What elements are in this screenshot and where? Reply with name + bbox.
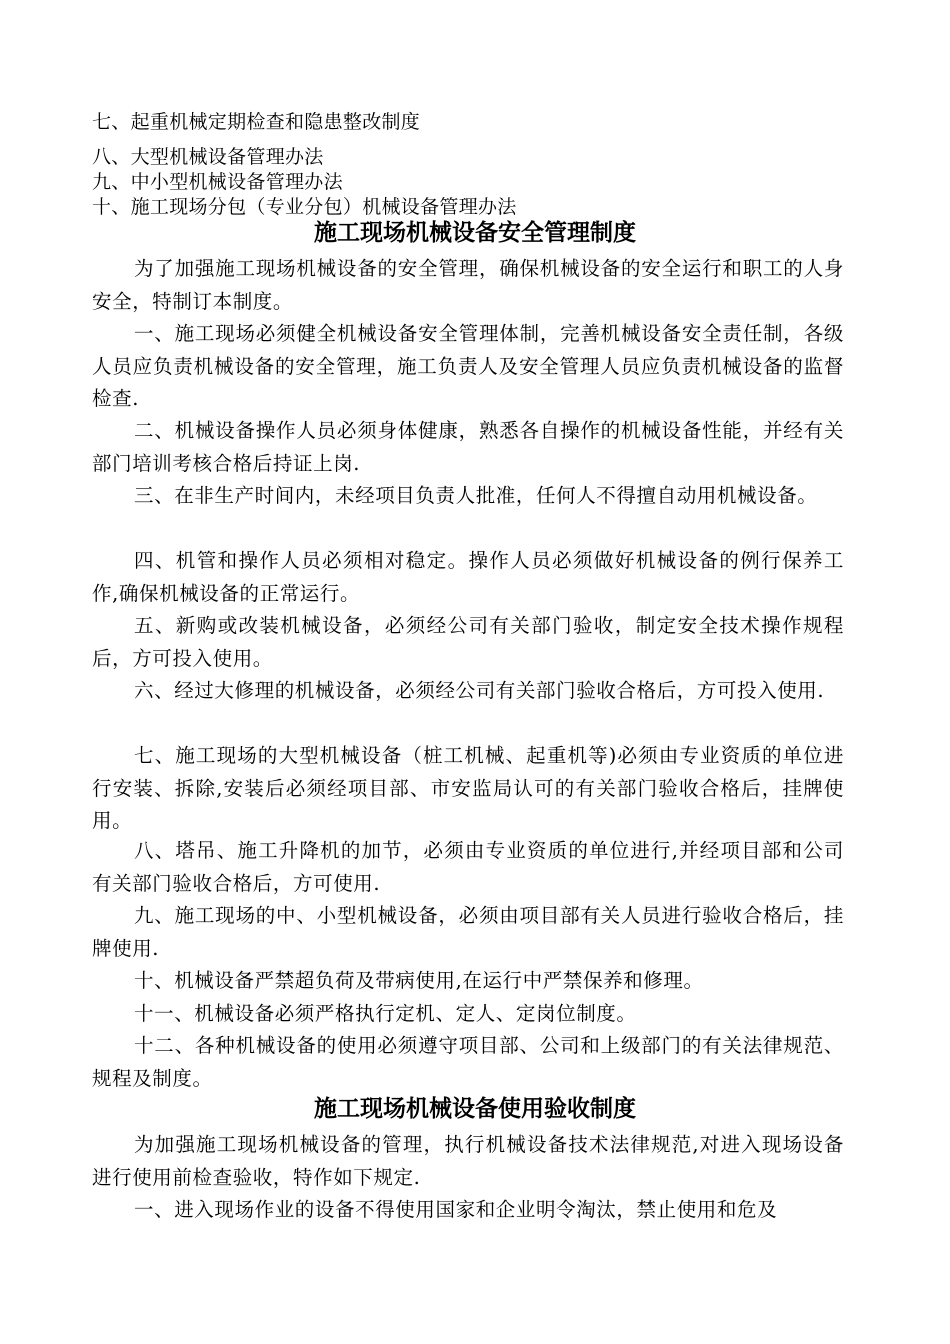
paragraph: 四、机管和操作人员必须相对稳定。操作人员必须做好机械设备的例行保养工作,确保机械设备的正常运行。	[92, 549, 844, 605]
paragraph: 五、新购或改装机械设备，必须经公司有关部门验收，制定安全技术操作规程后，方可投入使用。	[92, 614, 844, 670]
paragraph: 二、机械设备操作人员必须身体健康，熟悉各自操作的机械设备性能，并经有关部门培训考核合格后持证上岗.	[92, 419, 844, 475]
paragraph: 为了加强施工现场机械设备的安全管理，确保机械设备的安全运行和职工的人身安全，特制订本制度。	[92, 257, 844, 313]
paragraph: 为加强施工现场机械设备的管理，执行机械设备技术法律规范,对进入现场设备进行使用前检查验收，特作如下规定.	[92, 1133, 844, 1189]
section-title: 施工现场机械设备使用验收制度	[314, 1096, 636, 1122]
toc-item: 十、施工现场分包（专业分包）机械设备管理办法	[92, 196, 517, 218]
section-title: 施工现场机械设备安全管理制度	[314, 220, 636, 246]
paragraph: 一、进入现场作业的设备不得使用国家和企业明令淘汰，禁止使用和危及	[134, 1198, 778, 1221]
paragraph: 九、施工现场的中、小型机械设备，必须由项目部有关人员进行验收合格后，挂牌使用.	[92, 904, 844, 960]
toc-item: 九、中小型机械设备管理办法	[92, 171, 343, 193]
paragraph: 六、经过大修理的机械设备，必须经公司有关部门验收合格后，方可投入使用.	[134, 679, 825, 702]
paragraph: 七、施工现场的大型机械设备（桩工机械、起重机等)必须由专业资质的单位进行安装、拆除,安装后必须经项目部、市安监局认可的有关部门验收合格后，挂牌使用。	[92, 744, 844, 832]
paragraph: 十、机械设备严禁超负荷及带病使用,在运行中严禁保养和修理。	[134, 969, 704, 992]
paragraph: 十二、各种机械设备的使用必须遵守项目部、公司和上级部门的有关法律规范、规程及制度。	[92, 1034, 844, 1090]
paragraph: 三、在非生产时间内，未经项目负责人批准，任何人不得擅自动用机械设备。	[134, 484, 818, 507]
paragraph: 十一、机械设备必须严格执行定机、定人、定岗位制度。	[134, 1002, 637, 1025]
toc-item: 八、大型机械设备管理办法	[92, 146, 324, 168]
paragraph: 八、塔吊、施工升降机的加节，必须由专业资质的单位进行,并经项目部和公司有关部门验收合格后，方可使用.	[92, 839, 844, 895]
toc-item: 七、起重机械定期检查和隐患整改制度	[92, 111, 421, 133]
paragraph: 一、施工现场必须健全机械设备安全管理体制，完善机械设备安全责任制，各级人员应负责机械设备的安全管理，施工负责人及安全管理人员应负责机械设备的监督检查.	[92, 322, 844, 410]
